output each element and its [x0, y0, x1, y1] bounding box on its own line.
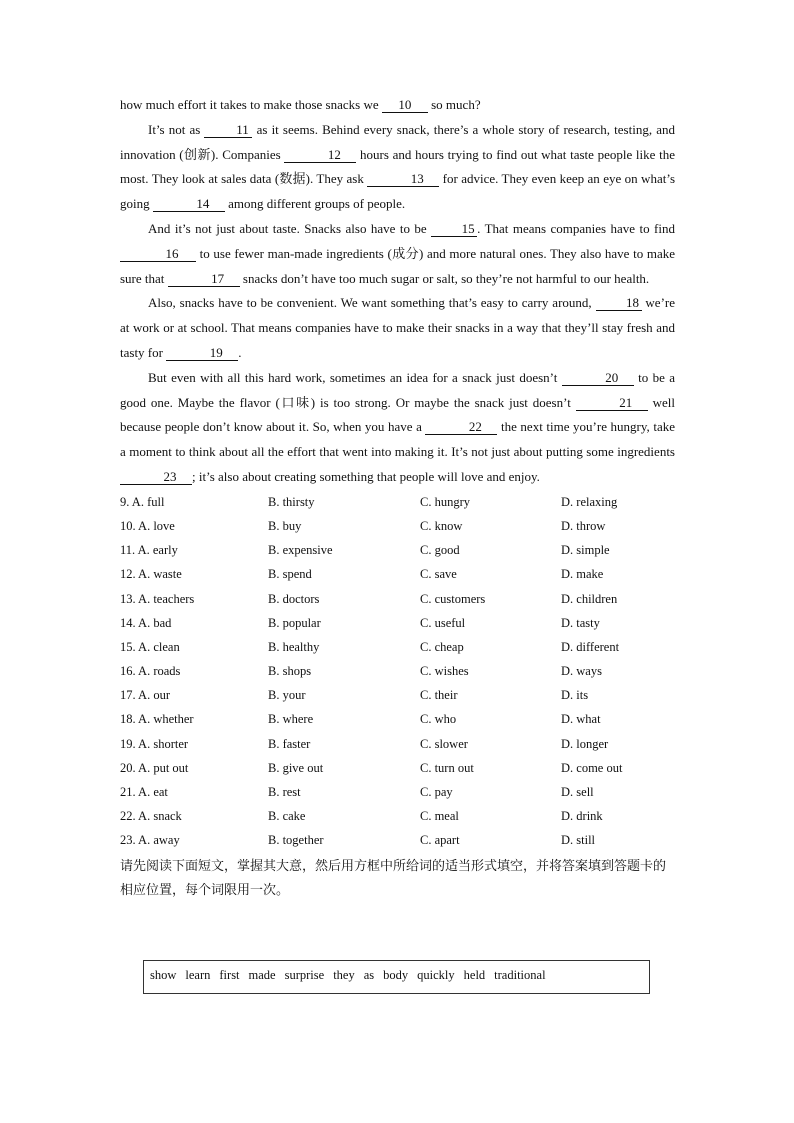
- passage-paragraph: [120, 291, 675, 365]
- passage-text: to be a good one. Maybe the flavor (口味) is too strong. Or maybe the snack just doesn’t: [120, 369, 676, 410]
- option-D: D. ways: [561, 664, 602, 679]
- option-A: 10. A. love: [120, 518, 175, 533]
- option-A: 14. A. bad: [120, 615, 172, 630]
- option-B: B. give out: [268, 760, 324, 775]
- option-D: D. children: [561, 591, 618, 606]
- word-box-item: show: [150, 968, 177, 982]
- option-D: D. still: [561, 833, 596, 848]
- option-B: B. spend: [268, 567, 312, 582]
- option-B: B. shops: [268, 664, 312, 679]
- passage-text: ; it’s also about creating something that people will love and enjoy.: [192, 468, 540, 484]
- option-B: B. expensive: [268, 543, 333, 558]
- blank-22: 22: [425, 420, 497, 435]
- word-box: [143, 960, 650, 994]
- passage-text: among different groups of people.: [224, 196, 406, 212]
- word-box-item: they: [333, 968, 355, 982]
- option-D: D. what: [561, 712, 601, 727]
- option-row: [120, 804, 675, 828]
- passage-text: as it seems. Behind every snack, there’s a whole story of research, testing, and innovation (创新). Companies: [120, 121, 675, 162]
- word-box-item: body: [383, 968, 409, 982]
- blank-12: 12: [284, 148, 356, 163]
- option-A: 19. A. shorter: [120, 736, 189, 751]
- word-box-item: traditional: [494, 968, 546, 982]
- passage-text: Also, snacks have to be convenient. We want something that’s easy to carry around,: [148, 295, 596, 311]
- option-A: 17. A. our: [120, 688, 170, 703]
- passage-text: . That means companies have to find: [477, 220, 675, 236]
- option-row: [120, 780, 675, 804]
- passage-text: hours and hours trying to find out what taste people like the most. They look at sales data (数据). They ask: [120, 146, 675, 187]
- option-D: D. make: [561, 567, 604, 582]
- option-D: D. different: [561, 639, 620, 654]
- section-instruction: 请先阅读下面短文，掌握其大意，然后用方框中所给词的适当形式填空，并将答案填到答题卡的相应位置，每个词限用一次。: [120, 858, 667, 898]
- passage-text: how much effort it takes to make those snacks we: [120, 97, 382, 112]
- option-row: [120, 611, 675, 635]
- option-C: C. turn out: [420, 760, 474, 775]
- passage-paragraph: [120, 93, 675, 118]
- word-box-item: first: [219, 968, 240, 982]
- option-B: B. where: [268, 712, 314, 727]
- word-box-item: as: [363, 968, 375, 982]
- passage-text: And it’s not just about taste. Snacks also have to be: [148, 220, 432, 236]
- option-C: C. wishes: [420, 664, 469, 679]
- option-C: C. useful: [420, 615, 466, 630]
- blank-17: 17: [168, 272, 240, 287]
- option-row: [120, 828, 675, 852]
- blank-20: 20: [562, 371, 634, 386]
- option-B: B. buy: [268, 518, 302, 533]
- option-row: [120, 683, 675, 707]
- passage-paragraph: [120, 366, 675, 490]
- option-B: B. thirsty: [268, 494, 315, 509]
- option-row: [120, 587, 675, 611]
- option-row: [120, 490, 675, 514]
- option-C: C. save: [420, 567, 457, 582]
- option-A: 11. A. early: [120, 543, 178, 558]
- exam-page: [120, 93, 675, 903]
- option-D: D. relaxing: [561, 494, 618, 509]
- option-C: C. pay: [420, 785, 453, 799]
- option-C: C. good: [420, 543, 460, 558]
- option-D: D. longer: [561, 736, 609, 751]
- option-B: B. healthy: [268, 639, 320, 654]
- passage-text: snacks don’t have too much sugar or salt, so they’re not harmful to our health.: [239, 270, 650, 286]
- option-row: [120, 732, 675, 756]
- blank-11: 11: [204, 123, 252, 138]
- option-A: 13. A. teachers: [120, 591, 195, 606]
- option-D: D. its: [561, 688, 589, 703]
- passage-text: the next time you’re hungry, take a moment to think about all the effort that went into making it. It’s not just about putting some ingredients: [120, 419, 675, 460]
- option-B: B. together: [268, 833, 324, 848]
- option-C: C. meal: [420, 809, 459, 824]
- option-row: [120, 659, 675, 683]
- passage-text: But even with all this hard work, sometimes an idea for a snack just doesn’t: [148, 369, 562, 385]
- option-row: [120, 562, 675, 586]
- option-B: B. rest: [268, 785, 301, 799]
- option-D: D. sell: [561, 785, 594, 799]
- option-row: [120, 538, 675, 562]
- blank-18: 18: [596, 296, 642, 311]
- passage-paragraph: [120, 217, 675, 291]
- option-A: 9. A. full: [120, 494, 165, 509]
- option-row: [120, 756, 675, 780]
- option-C: C. their: [420, 688, 458, 703]
- option-A: 23. A. away: [120, 833, 180, 848]
- option-B: B. your: [268, 688, 306, 703]
- option-row: [120, 635, 675, 659]
- option-D: D. tasty: [561, 615, 600, 630]
- option-A: 20. A. put out: [120, 760, 189, 775]
- option-A: 12. A. waste: [120, 567, 182, 582]
- option-row: [120, 514, 675, 538]
- option-A: 18. A. whether: [120, 712, 194, 727]
- passage-text: .: [238, 344, 242, 360]
- word-box-item: surprise: [284, 968, 325, 982]
- blank-13: 13: [367, 172, 439, 187]
- option-D: D. come out: [561, 760, 623, 775]
- option-C: C. customers: [420, 591, 486, 606]
- passage-text: well because people don’t know about it. So, when you have a: [120, 394, 675, 435]
- option-B: B. popular: [268, 615, 321, 630]
- blank-16: 16: [120, 247, 196, 262]
- option-C: C. apart: [420, 833, 460, 848]
- reading-passage: [120, 93, 675, 490]
- option-C: C. hungry: [420, 494, 470, 509]
- word-box-item: made: [248, 968, 276, 982]
- passage-text: so much?: [427, 97, 481, 112]
- option-B: B. doctors: [268, 591, 320, 606]
- option-B: B. cake: [268, 809, 306, 824]
- passage-text: for advice. They even keep an eye on what’s going: [120, 171, 676, 212]
- blank-19: 19: [166, 346, 238, 361]
- passage-text: It’s not as: [148, 121, 205, 137]
- passage-paragraph: [120, 118, 675, 217]
- blank-15: 15: [431, 222, 477, 237]
- passage-text: we’re at work or at school. That means companies have to make their snacks in a way that they’ll stay fresh and tasty for: [120, 295, 675, 360]
- option-row: [120, 707, 675, 731]
- blank-14: 14: [153, 197, 225, 212]
- option-D: D. simple: [561, 543, 610, 558]
- option-A: 15. A. clean: [120, 639, 180, 654]
- blank-10: 10: [382, 98, 428, 113]
- answer-options: [120, 490, 675, 853]
- blank-21: 21: [576, 396, 648, 411]
- option-C: C. slower: [420, 736, 468, 751]
- option-C: C. know: [420, 518, 463, 533]
- option-C: C. cheap: [420, 639, 464, 654]
- passage-text: to use fewer man-made ingredients (成分) and more natural ones. They also have to make sure that: [120, 245, 675, 286]
- option-C: C. who: [420, 712, 457, 727]
- option-A: 21. A. eat: [120, 785, 168, 799]
- option-A: 16. A. roads: [120, 664, 181, 679]
- option-A: 22. A. snack: [120, 809, 182, 824]
- option-D: D. drink: [561, 809, 603, 824]
- word-box-item: learn: [185, 968, 211, 982]
- option-D: D. throw: [561, 518, 606, 533]
- word-box-item: quickly: [417, 968, 455, 982]
- blank-23: 23: [120, 470, 192, 485]
- word-box-item: held: [463, 968, 486, 982]
- option-B: B. faster: [268, 736, 311, 751]
